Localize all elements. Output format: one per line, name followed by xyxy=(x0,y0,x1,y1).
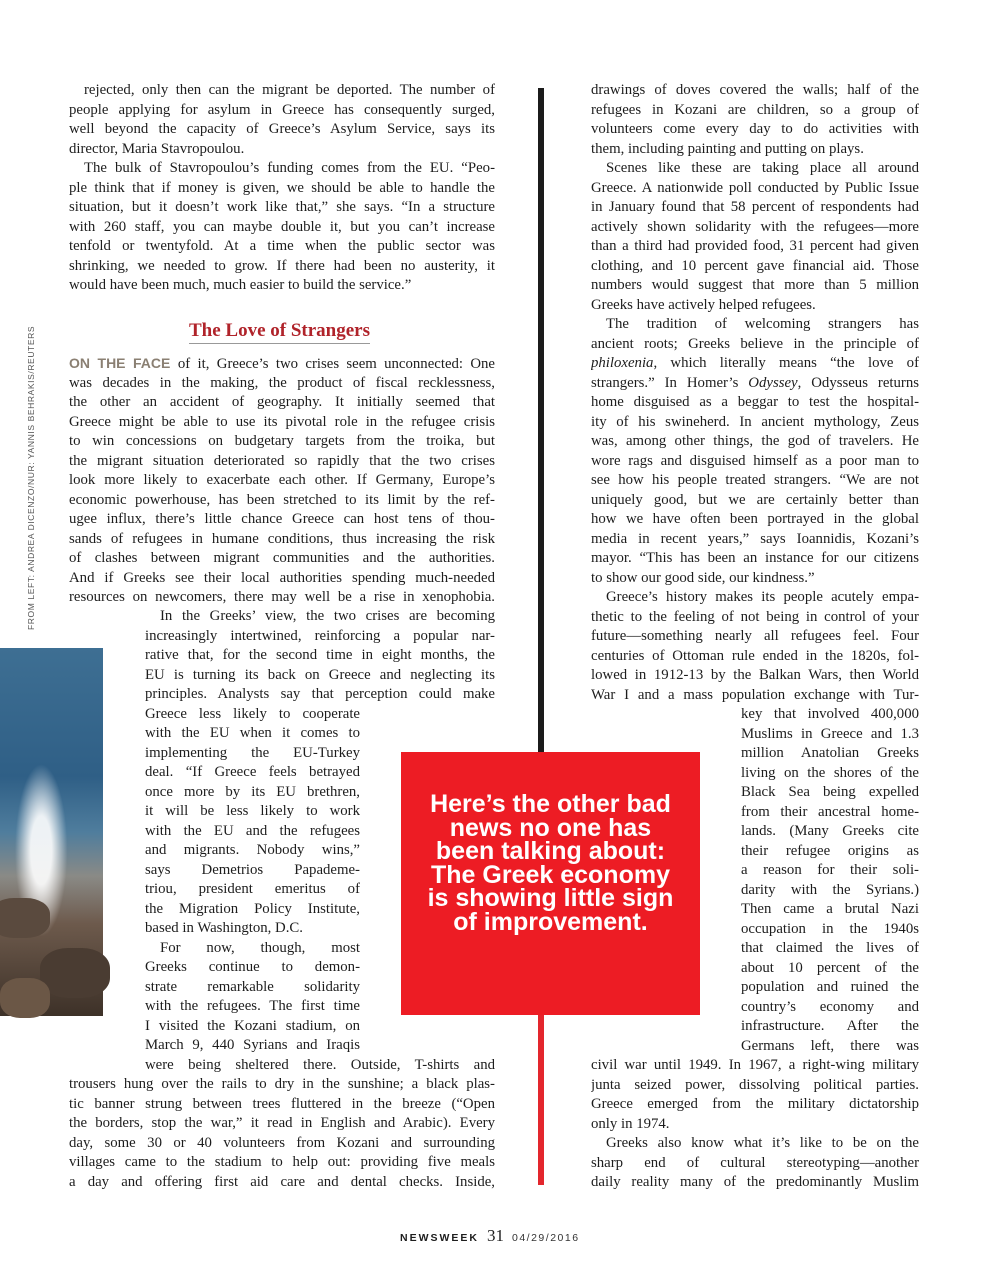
text-line: thetic to the feeling of not being in control of your xyxy=(591,608,919,625)
text-line: wore rags and disguised himself as a poor man to xyxy=(591,452,919,469)
text-line: with 260 staff, you can maybe double it, but you can’t increase xyxy=(69,218,495,235)
text-line: civil war until 1949. In 1967, a right-wing military xyxy=(591,1057,919,1073)
text-line: a day and offering first aid care and dental checks. Inside, xyxy=(69,1173,495,1190)
text-line: rative that, for the second time in eight months, the xyxy=(145,647,495,663)
text-line: population and ruined the xyxy=(741,979,919,995)
text-line: Greece less likely to cooperate xyxy=(145,705,360,722)
text-line: million Anatolian Greeks xyxy=(741,745,919,761)
text-line: The bulk of Stavropoulou’s funding comes from the EU. “Peo- xyxy=(84,160,495,176)
column-rule xyxy=(538,88,544,752)
text-line: was decades in the making, the product of fiscal recklessness, xyxy=(69,374,495,391)
text-line: tic banner strung between trees fluttered in the breeze (“Open xyxy=(69,1095,495,1112)
text-line: it will be less likely to work xyxy=(145,803,360,819)
text-line: than a third had provided food, 31 percent had given xyxy=(591,238,919,254)
text-line: actively shown solidarity with the refugees—more xyxy=(591,218,919,235)
issue-date: 04/29/2016 xyxy=(512,1232,580,1244)
text-line: Greeks have actively helped refugees. xyxy=(591,296,816,313)
text-line: day, some 30 or 40 volunteers from Kozani and surrounding xyxy=(69,1134,495,1151)
text-line: War I and a mass population exchange with Tur- xyxy=(591,686,919,703)
text-line: Scenes like these are taking place all around xyxy=(606,160,919,176)
text-line: March 9, 440 Syrians and Iraqis xyxy=(145,1037,360,1053)
text-line: ity of his swineherd. In ancient mythology, Zeus xyxy=(591,413,919,430)
text-line: lands. (Many Greeks cite xyxy=(741,823,919,839)
text-line: based in Washington, D.C. xyxy=(145,920,304,936)
text-line: increasingly intertwined, reinforcing a popular nar- xyxy=(145,627,495,644)
text-line: Germans left, there was xyxy=(741,1037,919,1054)
text-line: Greeks continue to demon- xyxy=(145,959,360,975)
text-line: EU is turning its back on Greece and neglecting its xyxy=(145,666,495,683)
text-line: director, Maria Stavropoulou. xyxy=(69,140,245,157)
pull-quote-box xyxy=(401,752,700,1015)
text-line: principles. Analysts say that perception could make xyxy=(145,686,495,702)
text-line: their refugee origins as xyxy=(741,842,919,859)
text-line: Greece might be able to use its pivotal role in the refugee crisis xyxy=(69,413,495,430)
text-line: in January found that 58 percent of respondents had xyxy=(591,199,919,215)
text-line: strate remarkable solidarity xyxy=(145,978,360,995)
text-line: tenfold or twentyfold. At a time when the public sector was xyxy=(69,238,495,254)
lead-in: ON THE FACE xyxy=(69,355,178,371)
text-line: country’s economy and xyxy=(741,998,919,1015)
text-line: home disguised as a beggar to test the hospital- xyxy=(591,394,919,410)
text-line: Greece’s history makes its people acutely empa- xyxy=(606,589,919,605)
text-line: refugees in Kozani are children, so a group of xyxy=(591,101,919,118)
text-line: that claimed the lives of xyxy=(741,940,919,956)
text-line: infrastructure. After the xyxy=(741,1018,919,1034)
text-line: centuries of Ottoman rule ended in the 1820s, fol- xyxy=(591,647,919,664)
photo-credit: FROM LEFT: ANDREA DICENZO/NUR: YANNIS BEHRAKIS/REUTERS xyxy=(26,325,36,630)
text-line: to win concessions on budgetary targets from the troika, but xyxy=(69,433,495,449)
text-line: to show our good side, our kindness.” xyxy=(591,569,815,586)
text-line: with the EU and the refugees xyxy=(145,822,360,839)
text-line: mayor. “This has been an instance for our citizens xyxy=(591,550,919,566)
section-heading: The Love of Strangers xyxy=(189,320,370,344)
text-line: occupation in the 1940s xyxy=(741,920,919,937)
text-line: junta seized power, dissolving political parties. xyxy=(591,1076,919,1093)
text-line: from their ancestral home- xyxy=(741,803,919,820)
text-line: once more by its EU brethren, xyxy=(145,783,360,800)
text-line: them, including painting and putting on plays. xyxy=(591,140,864,157)
text-line: how we have often been portrayed in the global xyxy=(591,511,919,527)
text-line: I visited the Kozani stadium, on xyxy=(145,1017,360,1034)
text-line: ugee influx, there’s little chance Greece can host tens of thou- xyxy=(69,511,495,527)
text-line: and migrants. Nobody wins,” xyxy=(145,842,360,858)
text-line: people applying for asylum in Greece has consequently surged, xyxy=(69,101,495,118)
text-line: with the EU when it comes to xyxy=(145,725,360,741)
text-line: And if Greeks see their local authorities spending much-needed xyxy=(69,569,495,586)
text-line: the borders, stop the war,” it read in English and Arabic). Every xyxy=(69,1115,495,1131)
sea-rocks-photo xyxy=(0,648,103,1016)
text-line: uniquely good, but we are certainly better than xyxy=(591,491,919,508)
text-line: with the refugees. The first time xyxy=(145,998,360,1014)
text-line: well beyond the capacity of Greece’s Asylum Service, says its xyxy=(69,121,495,137)
text-line: clothing, and 10 percent gave financial aid. Those xyxy=(591,257,919,274)
text-line: villages came to the stadium to help out: providing five meals xyxy=(69,1154,495,1170)
text-line: a reason for their soli- xyxy=(741,862,919,878)
text-line: says Demetrios Papademe- xyxy=(145,861,360,878)
page-footer xyxy=(400,1226,580,1246)
text-line: was, among other things, the god of travelers. He xyxy=(591,433,919,449)
text-line: drawings of doves covered the walls; half of the xyxy=(591,82,919,98)
text-line: were being sheltered there. Outside, T-shirts and xyxy=(145,1056,495,1073)
text-line: the migrant situation deteriorated so rapidly that the two crises xyxy=(69,452,495,469)
text-line: Then came a brutal Nazi xyxy=(741,901,919,917)
footer-brand: NEWSWEEK xyxy=(400,1232,479,1244)
text-line: implementing the EU-Turkey xyxy=(145,744,360,761)
text-line: lowed in 1912-13 by the Balkan Wars, then World xyxy=(591,667,919,683)
text-line: future—something nearly all refugees feel. Four xyxy=(591,628,919,644)
text-line: the other an accident of geography. It initially seemed that xyxy=(69,394,495,410)
text-line: ancient roots; Greeks believe in the principle of xyxy=(591,335,919,352)
text-line: numbers would suggest that more than 5 million xyxy=(591,277,919,293)
text-line: living on the shores of the xyxy=(741,764,919,781)
text-line: key that involved 400,000 xyxy=(741,706,919,722)
text-line: Black Sea being expelled xyxy=(741,784,919,800)
page-number: 31 xyxy=(487,1226,504,1245)
text-line: resources on newcomers, there may well be a rise in xenophobia. xyxy=(69,589,495,605)
text-line: darity with the Syrians.) xyxy=(741,881,919,898)
text-line: Greeks also know what it’s like to be on the xyxy=(606,1135,919,1151)
text-line: would have been much, much easier to build the service.” xyxy=(69,277,412,293)
text-line: triou, president emeritus of xyxy=(145,881,360,897)
text-line: trousers hung over the rails to dry in the sunshine; a black plas- xyxy=(69,1076,495,1092)
text-line: about 10 percent of the xyxy=(741,959,919,976)
text-line: The tradition of welcoming strangers has xyxy=(606,316,919,332)
text-line: philoxenia, which literally means “the love of xyxy=(591,355,919,371)
text-line: only in 1974. xyxy=(591,1115,670,1132)
text-line: media in recent years,” says Ioannidis, Kozani’s xyxy=(591,530,919,547)
text-line: see how his people treated strangers. “We are not xyxy=(591,472,919,488)
text-line: of clashes between migrant communities and the authorities. xyxy=(69,550,495,566)
text-line: Muslims in Greece and 1.3 xyxy=(741,725,919,742)
text-line: ple think that if money is given, we should be able to handle the xyxy=(69,179,495,196)
text-line: volunteers come every day to do activities with xyxy=(591,121,919,137)
text-line: the Migration Policy Institute, xyxy=(145,900,360,917)
column-rule-red xyxy=(538,1015,544,1185)
pull-quote-text: Here’s the other bad news no one has been talking about: The Greek economy is showing little sign of improvement. xyxy=(427,790,674,936)
text-line: daily reality many of the predominantly Muslim xyxy=(591,1174,919,1190)
text-line: look more likely to exacerbate each other. If Germany, Europe’s xyxy=(69,472,495,488)
text-line: deal. “If Greece feels betrayed xyxy=(145,764,360,780)
text-line: strangers.” In Homer’s Odyssey, Odysseus returns xyxy=(591,374,919,391)
text-line: Greece. A nationwide poll conducted by Public Issue xyxy=(591,179,919,196)
text-line: ON THE FACE of it, Greece’s two crises seem unconnected: One xyxy=(69,355,495,372)
text-line: In the Greeks’ view, the two crises are becoming xyxy=(160,608,495,624)
text-line: situation, but it doesn’t work like that,” she says. “In a structure xyxy=(69,199,495,215)
text-line: sharp end of cultural stereotyping—another xyxy=(591,1154,919,1171)
text-line: rejected, only then can the migrant be deported. The number of xyxy=(84,82,495,98)
text-line: For now, though, most xyxy=(160,939,360,956)
text-line: Greece emerged from the military dictatorship xyxy=(591,1096,919,1112)
text-line: economic powerhouse, has been stretched to its limit by the ref- xyxy=(69,491,495,508)
text-line: sands of refugees in humane conditions, thus increasing the risk xyxy=(69,530,495,547)
text-line: shrinking, we needed to grow. If there had been no austerity, it xyxy=(69,257,495,274)
